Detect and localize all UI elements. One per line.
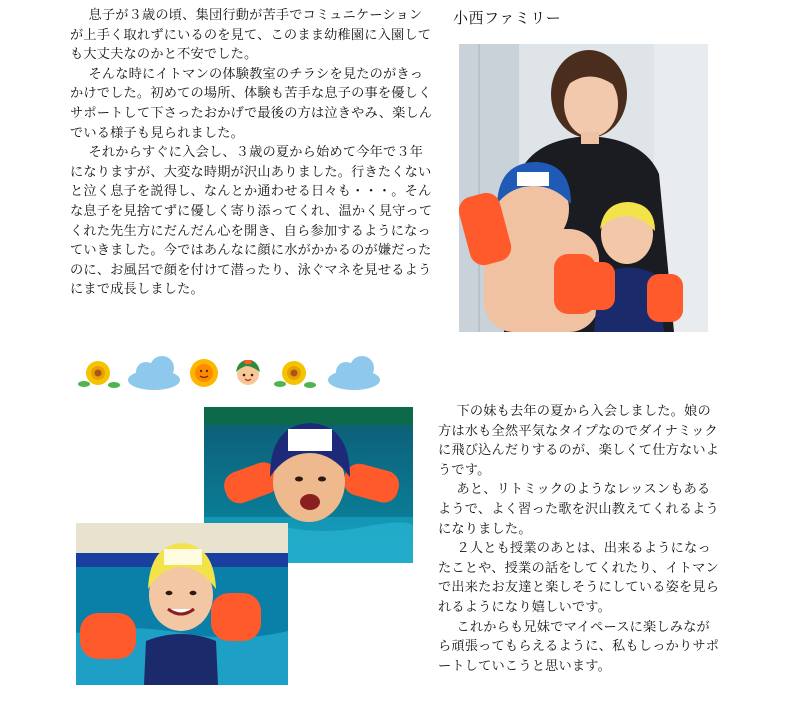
sunflower-icon [78, 361, 120, 388]
paragraph: 息子が３歳の頃、集団行動が苦手でコミュニケーションが上手く取れずにいるのを見て、このまま幼稚園に入園しても大丈夫なのかと不安でした。 [70, 8, 432, 63]
paragraph: ２人とも授業のあとは、出来るようになったことや、授業の話をしてくれたり、イトマンで出来たお友達と楽しそうにしている姿を見られるようになり嬉しいです。 [438, 541, 720, 615]
left-column-text [70, 6, 435, 300]
paragraph: それからすぐに入会し、３歳の夏から始めて今年で３年になりますが、大変な時期が沢山ありました。行きたくないと泣く息子を説得し、なんとか通わせる日々も・・・。そんな息子を見捨てずに優しく寄り添ってくれ、温かく見守ってくれた先生方にだんだん心を開き、自ら参加するようになっていきました。今ではあんなに顔に水がかかるのが嫌だったのに、お風呂で顔を付けて潜ったり、泳ぐマネを見せるようにまで成長しました。 [70, 145, 433, 298]
girl-in-pool-photo [76, 523, 288, 685]
right-column-text [438, 402, 723, 676]
sunflower-icon [274, 361, 316, 388]
family-photo [459, 44, 708, 332]
paragraph: これからも兄妹でマイペースに楽しみながら頑張ってもらえるように、私もしっかりサポートしていこうと思います。 [438, 619, 720, 674]
cloud-icon [328, 356, 380, 390]
paragraph: あと、リトミックのようなレッスンもあるようで、よく習った歌を沢山教えてくれるようになりました。 [438, 482, 719, 537]
sun-icon [190, 359, 218, 387]
paragraph: そんな時にイトマンの体験教室のチラシを見たのがきっかけでした。初めての場所、体験も苦手な息子の事を優しくサポートして下さったおかげで最後の方は泣きやみ、楽しんでいる様子も見られました。 [70, 66, 433, 141]
paragraph: 下の妹も去年の夏から入会しました。娘の方は水も全然平気なタイプなのでダイナミックに飛び込んだりするのが、楽しくて仕方ないようです。 [438, 404, 720, 478]
family-name-heading: 小西ファミリー [453, 9, 562, 27]
cloud-icon [128, 356, 180, 390]
decoration-row [76, 352, 386, 394]
kid-face-icon [236, 360, 260, 385]
